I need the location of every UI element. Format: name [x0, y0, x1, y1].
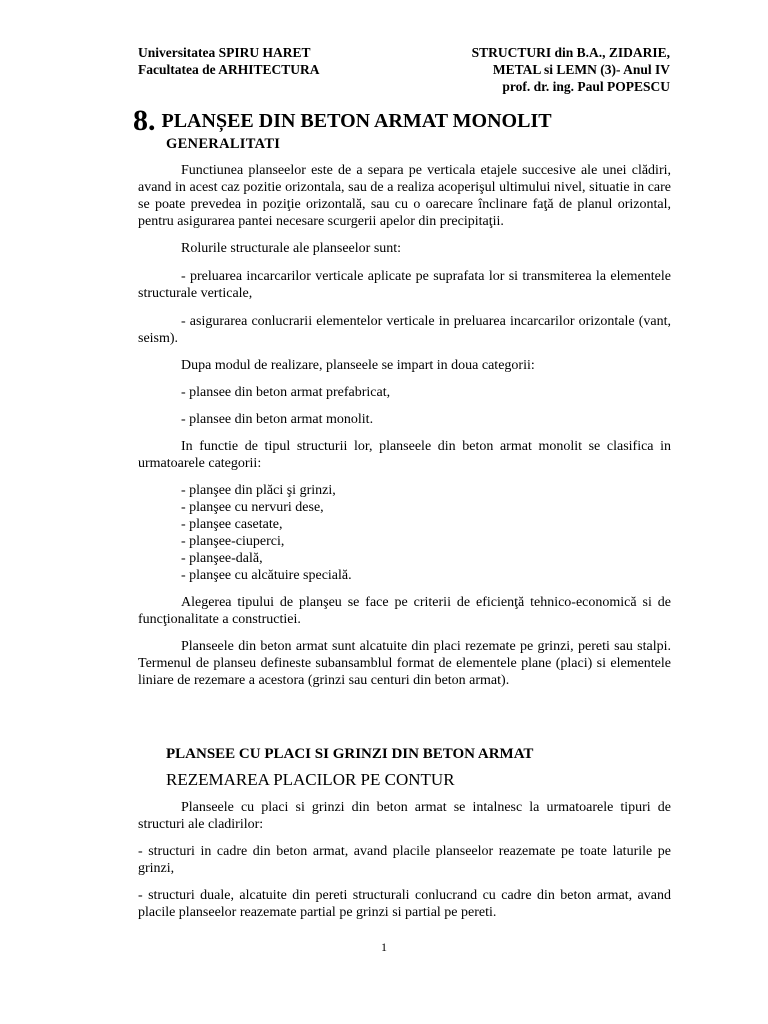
chapter-title: PLANȘEE DIN BETON ARMAT MONOLIT — [161, 110, 552, 132]
paragraph-role-vertical: - preluarea incarcarilor verticale aplicate pe suprafata lor si transmiterea la elementele structurale verticale, — [138, 269, 671, 301]
paragraph-role-horizontal: - asigurarea conlucrarii elementelor verticale in preluarea incarcarilor orizontale (vant, seism). — [138, 314, 671, 346]
paragraph-classification: In functie de tipul structurii lor, planseele din beton armat monolit se clasifica in urmatoarele categorii: — [138, 439, 671, 471]
paragraph-roles-intro: Rolurile structurale ale planseelor sunt: — [181, 241, 402, 256]
course-title-line2: METAL si LEMN (3)- Anul IV — [492, 62, 670, 77]
chapter-number: 8. — [133, 104, 156, 137]
list-item: - planşee cu nervuri dese, — [181, 500, 324, 515]
list-item: - planşee casetate, — [181, 517, 283, 532]
paragraph-categories-intro: Dupa modul de realizare, planseele se impart in doua categorii: — [181, 358, 535, 373]
university-name: Universitatea SPIRU HARET — [138, 45, 311, 60]
section-subtitle: REZEMAREA PLACILOR PE CONTUR — [166, 770, 455, 789]
header-left — [138, 44, 320, 78]
general-section-body — [138, 162, 671, 689]
list-item: - planşee-dală, — [181, 551, 263, 566]
section-title: PLANSEE CU PLACI SI GRINZI DIN BETON ARMAT — [166, 746, 534, 762]
professor-name: prof. dr. ing. Paul POPESCU — [502, 79, 670, 94]
course-title-line1: STRUCTURI din B.A., ZIDARIE, — [471, 45, 670, 60]
faculty-name: Facultatea de ARHITECTURA — [138, 62, 320, 77]
header-right — [472, 44, 670, 95]
paragraph-monolith: - plansee din beton armat monolit. — [181, 412, 374, 427]
floor-type-list — [138, 482, 671, 584]
list-item: - planşee din plăci şi grinzi, — [181, 483, 336, 498]
paragraph-dual-structures: - structuri duale, alcatuite din pereti structurali conlucrand cu cadre din beton armat, avand placile planseelor reazemate partial pe grinzi si partial pe pereti. — [138, 888, 671, 920]
section-body — [138, 799, 671, 921]
page-number: 1 — [381, 940, 387, 954]
paragraph-selection: Alegerea tipului de planşeu se face pe criterii de eficienţă tehnico-economică si de funcţionalitate a constructiei. — [138, 595, 671, 627]
paragraph-function: Functiunea planseelor este de a separa pe verticala etajele succesive ale unei clădiri, avand in acest caz pozitie orizontala, sau de a realiza acoperişul ultimului nivel, situatie in care se poate prevedea in poziţie orizontală, sau cu o oarecare înclinare faţă de planul orizontal, pentru asigurarea pantei necesare scurgerii apelor din precipitaţii. — [138, 163, 671, 229]
list-item: - planşee cu alcătuire specială. — [181, 568, 352, 583]
paragraph-frame-structures: - structuri in cadre din beton armat, avand placile planseelor reazemate pe toate laturile pe grinzi, — [138, 844, 671, 876]
paragraph-composition: Planseele din beton armat sunt alcatuite din placi rezemate pe grinzi, pereti sau stalpi. Termenul de planseu defineste subansamblul format de elementele plane (placi) si elementele liniare de rezemare a acestora (grinzi sau centuri din beton armat). — [138, 639, 671, 688]
chapter-heading — [133, 104, 552, 138]
paragraph-structures-intro: Planseele cu placi si grinzi din beton armat se intalnesc la urmatoarele tipuri de structuri ale cladirilor: — [138, 800, 671, 832]
paragraph-prefab: - plansee din beton armat prefabricat, — [181, 385, 391, 400]
list-item: - planşee-ciuperci, — [181, 534, 285, 549]
chapter-subtitle: GENERALITATI — [166, 136, 281, 152]
